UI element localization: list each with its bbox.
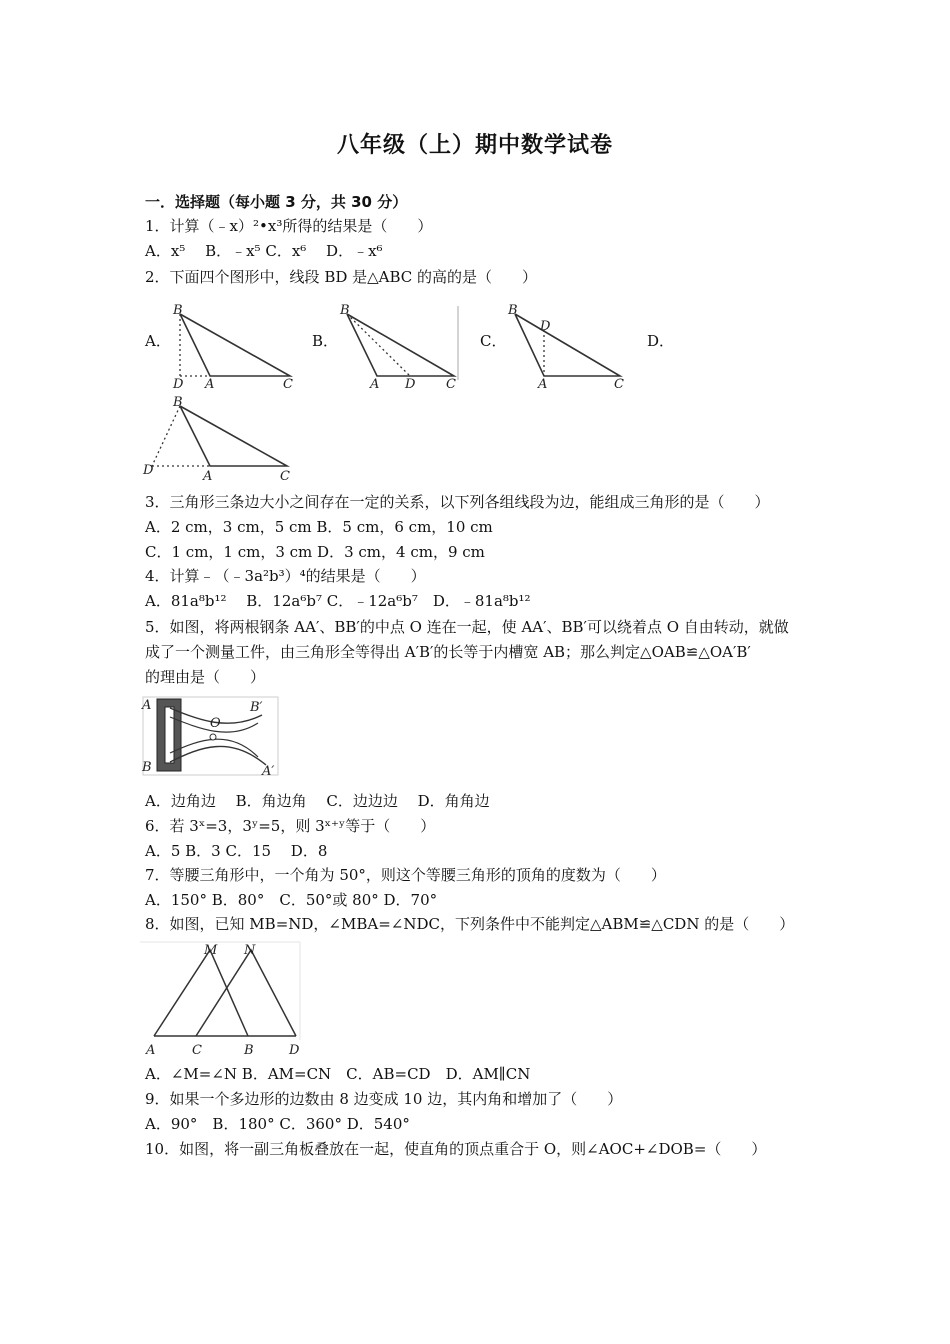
q9-stem: 9．如果一个多边形的边数由 8 边变成 10 边，其内角和增加了（ ）: [145, 1090, 623, 1108]
q3-stem: 3．三角形三条边大小之间存在一定的关系，以下列各组线段为边，能组成三角形的是（ ）: [145, 493, 770, 511]
q8-figure: [140, 938, 310, 1060]
q2-figure-b: [332, 300, 472, 395]
q4-stem: 4．计算﹣（﹣3a²b³）⁴的结果是（ ）: [145, 567, 426, 585]
q2-figure-d: [140, 392, 300, 487]
q2-option-c-label: C．: [480, 332, 507, 350]
q2-c-point-d: D: [540, 319, 551, 334]
q8-point-b: B: [244, 1043, 254, 1058]
q2-c-point-b: B: [508, 303, 518, 318]
q6-options: A．5 B．3 C．15 D．8: [145, 842, 328, 860]
q5-point-b-prime: B′: [250, 700, 263, 715]
q4-options: A．81a⁸b¹² B．12a⁶b⁷ C．﹣12a⁶b⁷ D．﹣81a⁸b¹²: [145, 592, 531, 610]
q5-figure: [140, 695, 285, 780]
q2-d-point-a: A: [203, 469, 213, 484]
q2-c-point-a: A: [538, 377, 548, 392]
q5-point-o: O: [210, 716, 221, 731]
q8-point-c: C: [192, 1043, 202, 1058]
section-heading: 一．选择题（每小题 3 分，共 30 分）: [145, 193, 408, 211]
q10-stem: 10．如图，将一副三角板叠放在一起，使直角的顶点重合于 O，则∠AOC+∠DOB=（ ）: [145, 1140, 767, 1158]
q2-b-point-a: A: [370, 377, 380, 392]
q2-option-b-label: B．: [312, 332, 339, 350]
q2-d-point-d: D: [143, 463, 154, 478]
q5-stem-line1: 5．如图，将两根钢条 AA′、BB′的中点 O 连在一起，使 AA′、BB′可以绕着点 O 自由转动，就做: [145, 618, 789, 636]
q5-point-a: A: [142, 698, 152, 713]
q8-point-m: M: [204, 943, 218, 958]
q2-b-point-d: D: [405, 377, 416, 392]
q1-stem: 1．计算（﹣x）²•x³所得的结果是（ ）: [145, 217, 433, 235]
q5-stem-line3: 的理由是（ ）: [145, 668, 266, 686]
q2-d-point-c: C: [280, 469, 290, 484]
q2-d-point-b: B: [173, 395, 183, 410]
q5-options: A．边角边 B．角边角 C．边边边 D．角角边: [145, 792, 490, 810]
q8-stem: 8．如图，已知 MB=ND，∠MBA=∠NDC，下列条件中不能判定△ABM≌△CDN 的是（ ）: [145, 915, 795, 933]
q6-stem: 6．若 3ˣ=3，3ʸ=5，则 3ˣ⁺ʸ等于（ ）: [145, 817, 436, 835]
q5-point-b: B: [142, 760, 152, 775]
q9-options: A．90° B．180° C．360° D．540°: [145, 1115, 410, 1133]
q3-options-1: A．2 cm，3 cm，5 cm B．5 cm，6 cm，10 cm: [145, 518, 493, 536]
q3-options-2: C．1 cm，1 cm，3 cm D．3 cm，4 cm，9 cm: [145, 543, 485, 561]
q5-point-a-prime: A′: [262, 764, 275, 779]
q2-figure-a: [165, 300, 305, 395]
q2-c-point-c: C: [614, 377, 624, 392]
q8-point-a: A: [146, 1043, 156, 1058]
q2-a-point-c: C: [283, 377, 293, 392]
q2-b-point-b: B: [340, 303, 350, 318]
q8-point-d: D: [289, 1043, 300, 1058]
q2-a-point-b: B: [173, 303, 183, 318]
q8-point-n: N: [244, 943, 256, 958]
q8-options: A．∠M=∠N B．AM=CN C．AB=CD D．AM∥CN: [145, 1065, 531, 1083]
q7-stem: 7．等腰三角形中，一个角为 50°，则这个等腰三角形的顶角的度数为（ ）: [145, 866, 666, 884]
q2-a-point-a: A: [205, 377, 215, 392]
q5-stem-line2: 成了一个测量工件，由三角形全等得出 A′B′的长等于内槽宽 AB；那么判定△OAB≌△OA′B′: [145, 643, 751, 661]
q2-option-a-label: A．: [145, 332, 171, 350]
q2-a-point-d: D: [173, 377, 184, 392]
q7-options: A．150° B．80° C．50°或 80° D．70°: [145, 891, 438, 909]
q2-stem: 2．下面四个图形中，线段 BD 是△ABC 的高的是（ ）: [145, 268, 538, 286]
q2-figure-c: [500, 300, 640, 395]
q1-options: A．x⁵ B．﹣x⁵ C．x⁶ D．﹣x⁶: [145, 242, 383, 260]
page-title: 八年级（上）期中数学试卷: [336, 133, 613, 158]
q2-option-d-label: D．: [647, 332, 675, 350]
q2-b-point-c: C: [446, 377, 456, 392]
